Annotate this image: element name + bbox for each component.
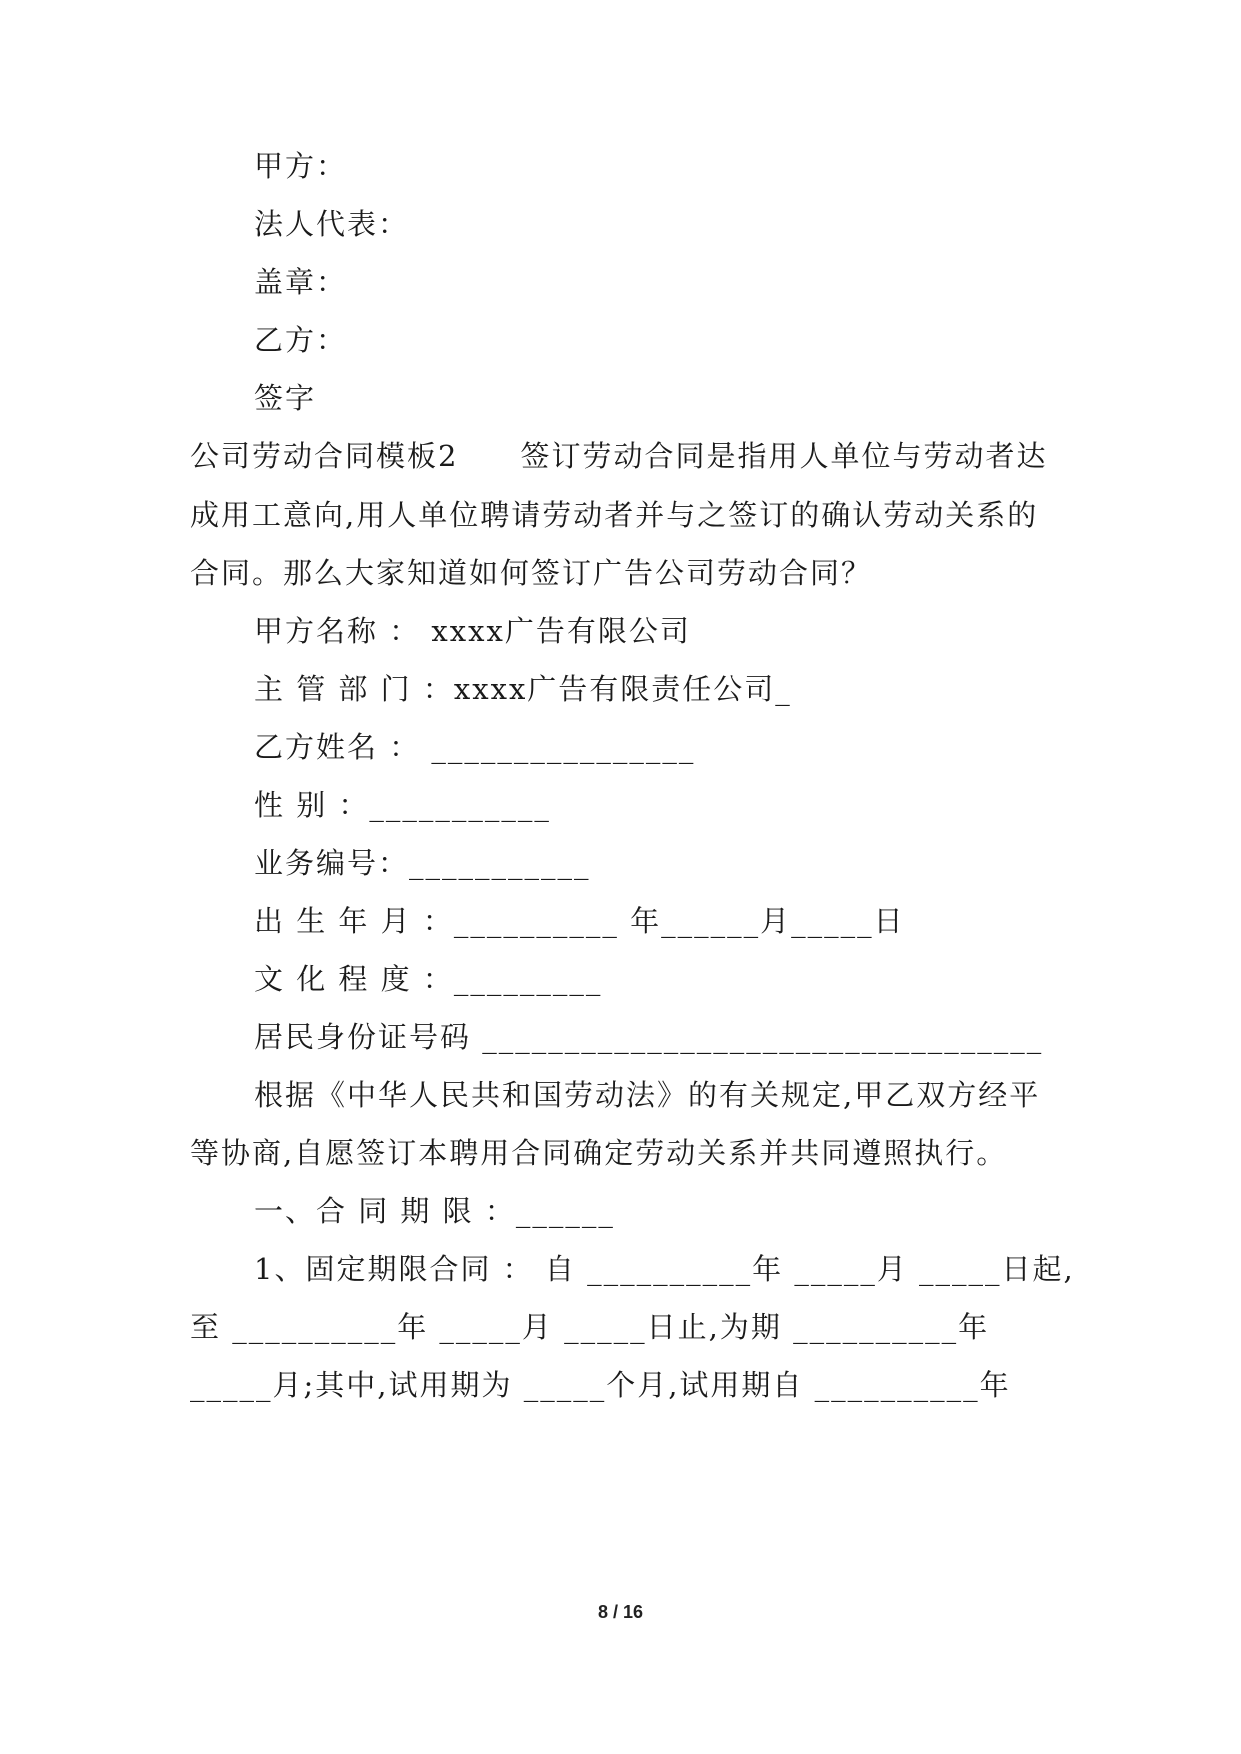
fixed-term-line-2: 至 __________年 _____月 _____日止,为期 __________年 <box>190 1310 990 1344</box>
fixed-term-line-3: _____月;其中,试用期为 _____个月,试用期自 __________年 <box>190 1368 1011 1402</box>
gender-field: 性 别 ：___________ <box>254 788 551 822</box>
contract-term-heading: 一、合 同 期 限 ：______ <box>254 1194 615 1228</box>
signature-label: 签字 <box>254 381 317 415</box>
business-number-field: 业务编号：___________ <box>254 846 591 880</box>
id-number-field: 居民身份证号码 __________________________________ <box>254 1020 1044 1054</box>
party-b-name-field: 乙方姓名 ： ________________ <box>254 730 696 764</box>
party-b-label: 乙方： <box>254 323 348 357</box>
page-number: 8 / 16 <box>597 1602 644 1622</box>
intro-paragraph-line-1: 公司劳动合同模板2 签订劳动合同是指用人单位与劳动者达 <box>190 439 1048 473</box>
legal-basis-line-1: 根据《中华人民共和国劳动法》的有关规定,甲乙双方经平 <box>254 1078 1041 1112</box>
birth-date-field: 出 生 年 月 ：__________ 年______月_____日 <box>254 904 905 938</box>
legal-representative-label: 法人代表： <box>254 207 410 241</box>
supervising-department-field: 主 管 部 门 ：xxxx广告有限责任公司_ <box>254 672 792 706</box>
fixed-term-line-1: 1、固定期限合同 ： 自 __________年 _____月 _____日起, <box>254 1252 1075 1286</box>
education-level-field: 文 化 程 度 ：_________ <box>254 962 603 996</box>
party-a-name-field: 甲方名称 ： xxxx广告有限公司 <box>254 614 691 648</box>
intro-paragraph-line-3: 合同。那么大家知道如何签订广告公司劳动合同？ <box>190 556 873 590</box>
legal-basis-line-2: 等协商,自愿签订本聘用合同确定劳动关系并共同遵照执行。 <box>190 1136 1008 1170</box>
intro-paragraph-line-2: 成用工意向,用人单位聘请劳动者并与之签订的确认劳动关系的 <box>190 498 1039 532</box>
party-a-label: 甲方： <box>254 149 348 183</box>
seal-label: 盖章： <box>254 265 348 299</box>
